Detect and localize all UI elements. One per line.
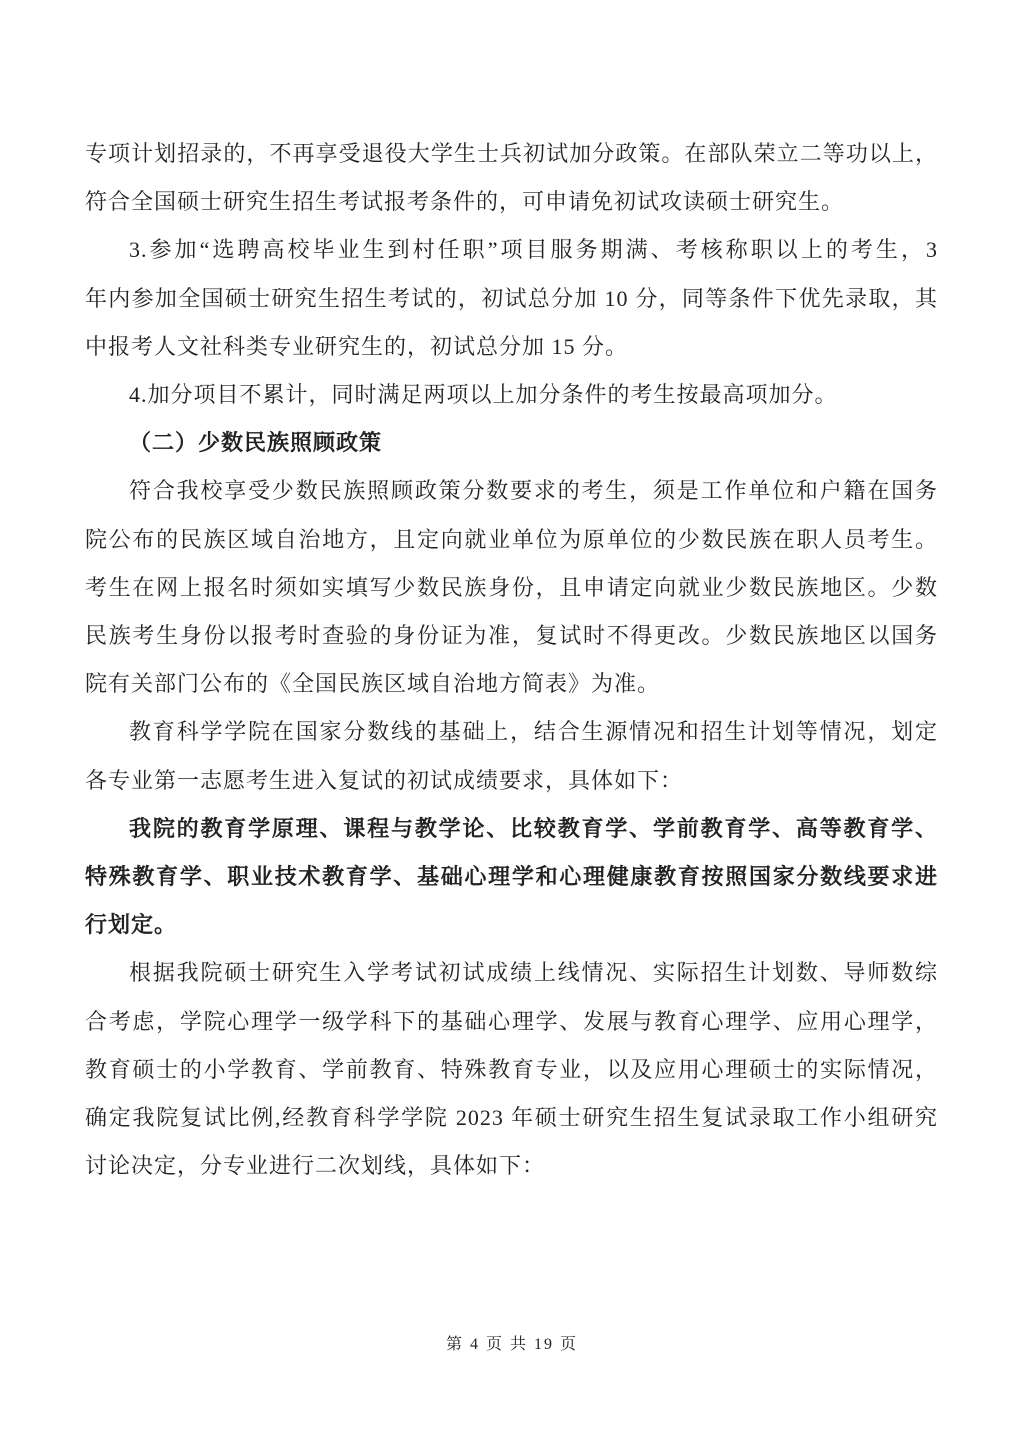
- text-line: 合考虑，学院心理学一级学科下的基础心理学、发展与教育心理学、应用心理学，: [85, 1008, 938, 1034]
- text-line: 符合我校享受少数民族照顾政策分数要求的考生，须是工作单位和户籍在国务: [129, 478, 938, 504]
- text-line: 考生在网上报名时须如实填写少数民族身份，且申请定向就业少数民族地区。少数: [85, 574, 938, 600]
- text-line: 符合全国硕士研究生招生考试报考条件的，可申请免初试攻读硕士研究生。: [85, 189, 845, 215]
- text-line: 我院的教育学原理、课程与教学论、比较教育学、学前教育学、高等教育学、: [129, 815, 938, 841]
- text-line: 院公布的民族区域自治地方，且定向就业单位为原单位的少数民族在职人员考生。: [85, 526, 938, 552]
- text-line: 确定我院复试比例,经教育科学学院 2023 年硕士研究生招生复试录取工作小组研究: [85, 1105, 938, 1131]
- text-line: 4.加分项目不累计，同时满足两项以上加分条件的考生按最高项加分。: [129, 382, 838, 408]
- text-line: 行划定。: [85, 912, 178, 938]
- text-line: 特殊教育学、职业技术教育学、基础心理学和心理健康教育按照国家分数线要求进: [85, 864, 938, 890]
- page-number: 第 4 页 共 19 页: [445, 1336, 578, 1353]
- text-line: 民族考生身份以报考时查验的身份证为准，复试时不得更改。少数民族地区以国务: [85, 623, 938, 649]
- text-line: 中报考人文社科类专业研究生的，初试总分加 15 分。: [85, 333, 629, 359]
- section-heading: （二）少数民族照顾政策: [129, 430, 383, 456]
- text-line: 3.参加“选聘高校毕业生到村任职”项目服务期满、考核称职以上的考生，3: [129, 237, 938, 263]
- document-body: [85, 130, 938, 1190]
- text-line: 各专业第一志愿考生进入复试的初试成绩要求，具体如下：: [85, 767, 684, 793]
- text-line: 讨论决定，分专业进行二次划线，具体如下：: [85, 1153, 546, 1179]
- text-line: 院有关部门公布的《全国民族区域自治地方简表》为准。: [85, 671, 661, 697]
- text-line: 教育科学学院在国家分数线的基础上，结合生源情况和招生计划等情况，划定: [129, 719, 938, 745]
- text-line: 年内参加全国硕士研究生招生考试的，初试总分加 10 分，同等条件下优先录取，其: [85, 285, 938, 311]
- text-line: 专项计划招录的，不再享受退役大学生士兵初试加分政策。在部队荣立二等功以上，: [85, 141, 938, 166]
- text-line: 教育硕士的小学教育、学前教育、特殊教育专业，以及应用心理硕士的实际情况，: [85, 1056, 938, 1082]
- text-line: 根据我院硕士研究生入学考试初试成绩上线情况、实际招生计划数、导师数综: [129, 960, 938, 986]
